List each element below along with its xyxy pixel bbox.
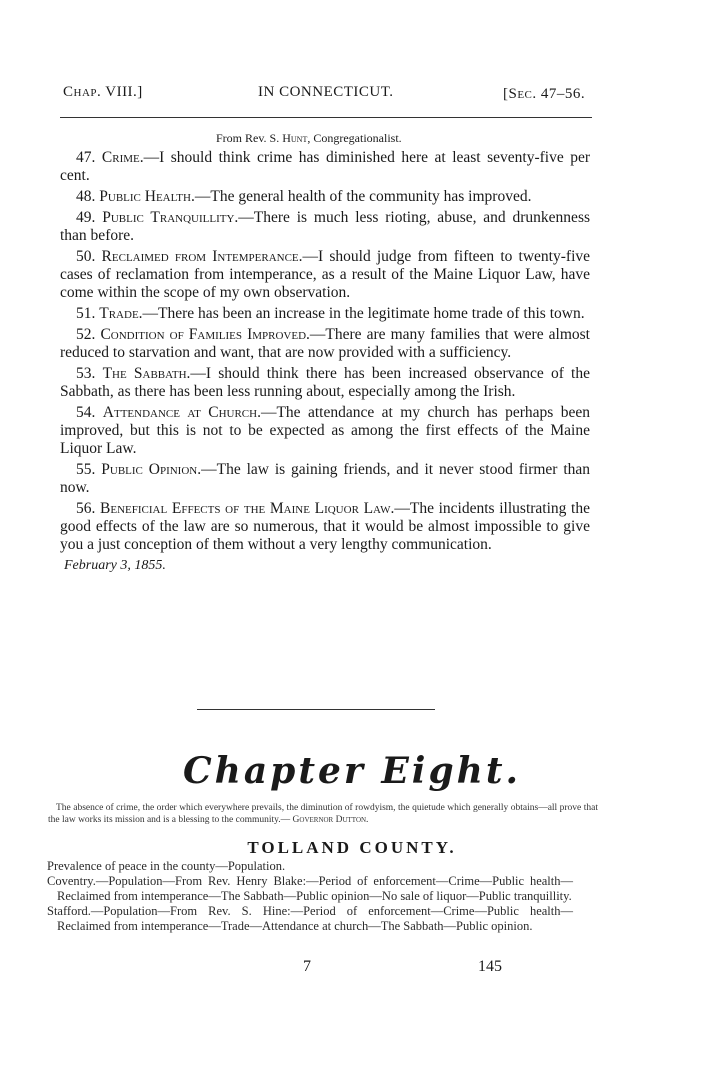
epigraph-text: The absence of crime, the order which everywhere prevails, the diminution of rowdyism, the quietude which generally obtains—all prove that the law works its mission and is a blessing to the community.— [48, 803, 598, 825]
chapter-title: Chapter Eight. [183, 750, 521, 792]
source-attribution [216, 131, 402, 146]
running-head-title: IN CONNECTICUT. [258, 84, 394, 100]
paragraph-heading: Reclaimed from Intemperance. [101, 248, 303, 265]
paragraph-text: —There has been an increase in the legitimate home trade of this town. [142, 305, 585, 322]
epigraph-quote [48, 802, 598, 826]
paragraph-heading: Condition of Families Improved. [100, 326, 310, 343]
paragraph-53 [60, 365, 590, 401]
page-number: 145 [478, 958, 502, 975]
paragraph-text: —I should think crime has diminished here at least seventy-five per cent. [60, 149, 591, 184]
paragraph-heading: Attendance at Church. [102, 404, 261, 421]
epigraph-author: Governor Dutton. [292, 815, 369, 825]
paragraph-number: 48. [76, 188, 96, 205]
summary-item: Stafford.—Population—From Rev. S. Hine:—Period of enforcement—Crime—Public health—Reclaimed from intemperance—Trade—Attendance at church—The Sabbath—Public opinion. [47, 904, 573, 933]
testimony-body [60, 149, 590, 578]
paragraph-number: 54. [76, 404, 96, 421]
paragraph-text: —I should think there has been increased observance of the Sabbath, as there has been less running about, especially among the Irish. [60, 365, 590, 400]
paragraph-heading: The Sabbath. [102, 365, 191, 382]
chapter-epigraph [48, 802, 598, 826]
paragraph-48 [60, 188, 590, 206]
paragraph-47 [60, 149, 590, 185]
paragraph-51 [60, 305, 590, 323]
paragraph-heading: Public Tranquillity. [102, 209, 239, 226]
paragraph-number: 55. [76, 461, 96, 478]
paragraph-heading: Public Opinion. [101, 461, 202, 478]
paragraph-number: 47. [76, 149, 96, 166]
paragraph-text: —The general health of the community has improved. [194, 188, 532, 205]
paragraph-52 [60, 326, 590, 362]
paragraph-number: 49. [76, 209, 96, 226]
paragraph-54 [60, 404, 590, 458]
paragraph-heading: Public Health. [99, 188, 195, 205]
paragraph-50 [60, 248, 590, 302]
paragraph-55 [60, 461, 590, 497]
paragraph-text: —I should judge from fifteen to twenty-five cases of reclamation from intemperance, as a result of the Maine Liquor Law, have come within the scope of my own observation. [60, 248, 591, 301]
paragraph-number: 51. [76, 305, 96, 322]
section-divider [197, 709, 435, 710]
signature-mark: 7 [303, 958, 311, 975]
paragraph-number: 50. [76, 248, 96, 265]
paragraph-heading: Trade. [99, 305, 143, 322]
running-head-chapter: Chap. VIII.] [63, 84, 143, 100]
paragraph-heading: Beneficial Effects of the Maine Liquor Law. [100, 500, 395, 517]
paragraph-number: 52. [76, 326, 96, 343]
paragraph-text: —There is much less rioting, abuse, and drunkenness than before. [60, 209, 591, 244]
summary-item: Coventry.—Population—From Rev. Henry Blake:—Period of enforcement—Crime—Public health—Reclaimed from intemperance—The Sabbath—Public opinion—No sale of liquor—Public tranquillity. [47, 874, 573, 903]
header-rule [60, 117, 592, 118]
paragraph-text: —The incidents illustrating the good effects of the law are so numerous, that it would be almost impossible to give you a just conception of them without a very lengthy communication. [60, 500, 590, 553]
running-head-section: [Sec. 47–56. [503, 86, 586, 102]
paragraph-number: 53. [76, 365, 96, 382]
dateline: February 3, 1855. [64, 558, 166, 573]
attribution-name: Hunt [282, 131, 308, 145]
paragraph-text: —The law is gaining friends, and it never stood firmer than now. [60, 461, 591, 496]
paragraph-heading: Crime. [101, 149, 144, 166]
paragraph-text: —There are many families that were almost reduced to starvation and want, that are now provided with a sufficiency. [60, 326, 590, 361]
attribution-prefix: From Rev. S. [216, 131, 283, 145]
summary-item: Prevalence of peace in the county—Population. [47, 859, 286, 873]
county-heading: TOLLAND COUNTY. [247, 838, 457, 857]
paragraph-text: —The attendance at my church has perhaps been improved, but this is not to be expected as among the first effects of the Maine Liquor Law. [60, 404, 590, 457]
paragraph-56 [60, 500, 590, 554]
chapter-summary [47, 859, 573, 934]
attribution-suffix: , Congregationalist. [307, 131, 402, 145]
paragraph-49 [60, 209, 590, 245]
paragraph-number: 56. [76, 500, 96, 517]
